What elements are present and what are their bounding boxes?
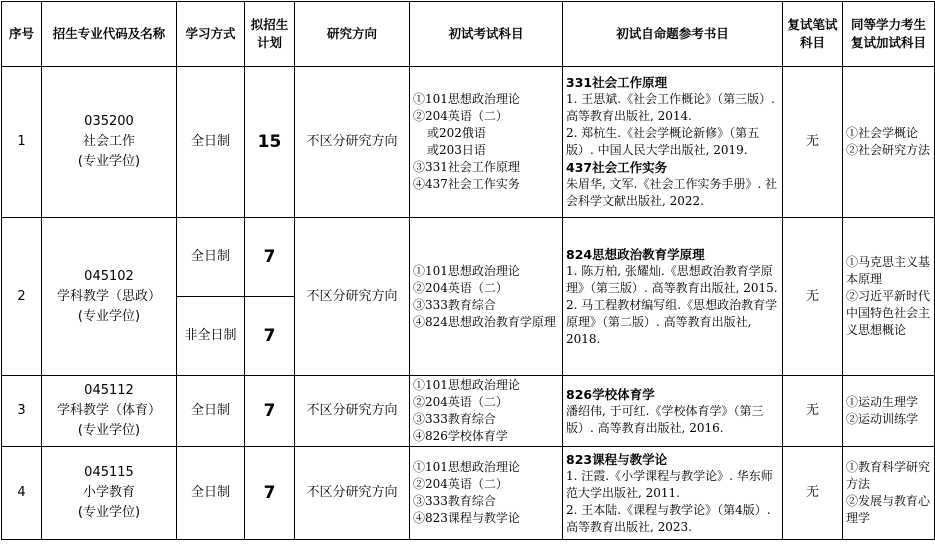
extra-subject: ①社会学概论 xyxy=(846,126,919,140)
reference-books xyxy=(563,218,783,376)
exam-subject: ②204英语（二） xyxy=(413,395,508,409)
degree-type: (专业学位) xyxy=(77,308,141,324)
header-seq: 序号 xyxy=(2,2,42,67)
degree-type: (专业学位) xyxy=(77,423,141,438)
exam-subject: ④824思想政治教育学原理 xyxy=(413,314,556,329)
row-seq: 3 xyxy=(2,376,42,447)
header-extra: 同等学力考生复试加试科目 xyxy=(843,2,935,67)
study-mode: 非全日制 xyxy=(177,297,245,376)
book-entry: 朱眉华, 文军.《社会工作实务手册》. 社会科学文献出版社, 2022. xyxy=(566,177,778,208)
exam-subject: ①101思想政治理论 xyxy=(413,378,520,392)
header-row xyxy=(2,2,935,67)
plan-count: 7 xyxy=(245,218,295,297)
retest-subject: 无 xyxy=(783,218,843,376)
major-code: 045112 xyxy=(84,383,134,398)
book-subject-title: 824思想政治教育学原理 xyxy=(566,246,705,262)
exam-subject: ①101思想政治理论 xyxy=(413,263,520,278)
exam-subject: ④437社会工作实务 xyxy=(413,177,520,191)
extra-subject: ②发展与教育心理学 xyxy=(846,494,931,525)
extra-subjects xyxy=(843,376,935,447)
study-mode: 全日制 xyxy=(177,376,245,447)
row-seq: 1 xyxy=(2,67,42,218)
major-name: 小学教育 xyxy=(82,485,135,500)
retest-subject: 无 xyxy=(783,376,843,447)
major-name: 学科教学（思政） xyxy=(56,288,161,304)
exam-subjects xyxy=(410,218,563,376)
plan-count: 7 xyxy=(245,447,295,540)
major-code: 045102 xyxy=(84,268,134,284)
header-plan: 拟招生计划 xyxy=(245,2,295,67)
exam-subject: 或203日语 xyxy=(427,143,486,157)
reference-books xyxy=(563,376,783,447)
exam-subject: ③333教育综合 xyxy=(413,297,496,312)
extra-subject: ②社会研究方法 xyxy=(846,143,931,157)
header-retest: 复试笔试科目 xyxy=(783,2,843,67)
book-entry: 1. 王思斌.《社会工作概论》（第三版）. 高等教育出版社, 2014. xyxy=(566,92,775,123)
major-cell xyxy=(42,67,177,218)
admission-table xyxy=(1,1,935,540)
major-name: 社会工作 xyxy=(82,134,135,149)
book-entry: 潘绍伟, 于可红.《学校体育学》（第三版）. 高等教育出版社, 2016. xyxy=(566,403,764,435)
table-row xyxy=(2,447,935,540)
plan-count: 7 xyxy=(245,376,295,447)
plan-count: 15 xyxy=(245,67,295,218)
major-cell xyxy=(42,447,177,540)
book-subject-title: 823课程与教学论 xyxy=(566,451,668,467)
major-name: 学科教学（体育） xyxy=(56,403,161,418)
exam-subjects xyxy=(410,67,563,218)
reference-books xyxy=(563,67,783,218)
row-seq: 4 xyxy=(2,447,42,540)
degree-type: (专业学位) xyxy=(77,505,141,520)
research-direction: 不区分研究方向 xyxy=(295,447,410,540)
book-entry: 1. 汪霞.《小学课程与教学论》. 华东师范大学出版社, 2011. xyxy=(566,468,773,500)
book-entry: 2. 王本陆.《课程与教学论》（第4版）. 高等教育出版社, 2023. xyxy=(566,502,771,534)
extra-subject: ②习近平新时代中国特色社会主义思想概论 xyxy=(846,289,931,337)
study-mode: 全日制 xyxy=(177,447,245,540)
book-entry: 2. 马工程教材编写组.《思想政治教育学原理》（第二版）. 高等教育出版社, 2018. xyxy=(566,297,778,346)
major-code: 035200 xyxy=(84,114,134,129)
header-exam: 初试考试科目 xyxy=(410,2,563,67)
exam-subject: ③331社会工作原理 xyxy=(413,160,520,174)
retest-subject: 无 xyxy=(783,67,843,218)
research-direction: 不区分研究方向 xyxy=(295,67,410,218)
book-entry: 2. 郑杭生.《社会学概论新修》（第五版）. 中国人民大学出版社, 2019. xyxy=(566,126,760,157)
book-entry: 1. 陈万柏, 张耀灿.《思想政治教育学原理》（第三版）. 高等教育出版社, 2015. xyxy=(566,263,778,295)
exam-subject: ③333教育综合 xyxy=(413,494,496,508)
research-direction: 不区分研究方向 xyxy=(295,218,410,376)
book-subject-title: 826学校体育学 xyxy=(566,386,655,402)
extra-subject: ①马克思主义基本原理 xyxy=(846,255,931,286)
header-books: 初试自命题参考书目 xyxy=(563,2,783,67)
row-seq: 2 xyxy=(2,218,42,376)
header-mode: 学习方式 xyxy=(177,2,245,67)
exam-subjects xyxy=(410,447,563,540)
exam-subject: ①101思想政治理论 xyxy=(413,460,520,474)
extra-subject: ①运动生理学 xyxy=(846,395,919,409)
book-subject-title: 331社会工作原理 xyxy=(566,75,668,90)
exam-subject: ②204英语（二） xyxy=(413,477,508,491)
extra-subject: ①教育科学研究方法 xyxy=(846,460,931,491)
exam-subject: 或202俄语 xyxy=(427,126,486,140)
table-row xyxy=(2,376,935,447)
major-cell xyxy=(42,218,177,376)
degree-type: (专业学位) xyxy=(77,154,141,169)
exam-subject: ②204英语（二） xyxy=(413,280,508,295)
exam-subject: ④826学校体育学 xyxy=(413,429,508,443)
table-row xyxy=(2,67,935,218)
major-code: 045115 xyxy=(84,465,134,480)
header-direction: 研究方向 xyxy=(295,2,410,67)
major-cell xyxy=(42,376,177,447)
extra-subjects xyxy=(843,67,935,218)
book-subject-title: 437社会工作实务 xyxy=(566,160,668,175)
exam-subjects xyxy=(410,376,563,447)
retest-subject: 无 xyxy=(783,447,843,540)
exam-subject: ④823课程与教学论 xyxy=(413,511,520,525)
exam-subject: ③333教育综合 xyxy=(413,412,496,426)
study-mode: 全日制 xyxy=(177,67,245,218)
extra-subject: ②运动训练学 xyxy=(846,412,919,426)
exam-subject: ①101思想政治理论 xyxy=(413,92,520,106)
extra-subjects xyxy=(843,447,935,540)
exam-subject: ②204英语（二） xyxy=(413,109,508,123)
table-row xyxy=(2,218,935,297)
research-direction: 不区分研究方向 xyxy=(295,376,410,447)
plan-count: 7 xyxy=(245,297,295,376)
reference-books xyxy=(563,447,783,540)
header-major: 招生专业代码及名称 xyxy=(42,2,177,67)
extra-subjects xyxy=(843,218,935,376)
study-mode: 全日制 xyxy=(177,218,245,297)
